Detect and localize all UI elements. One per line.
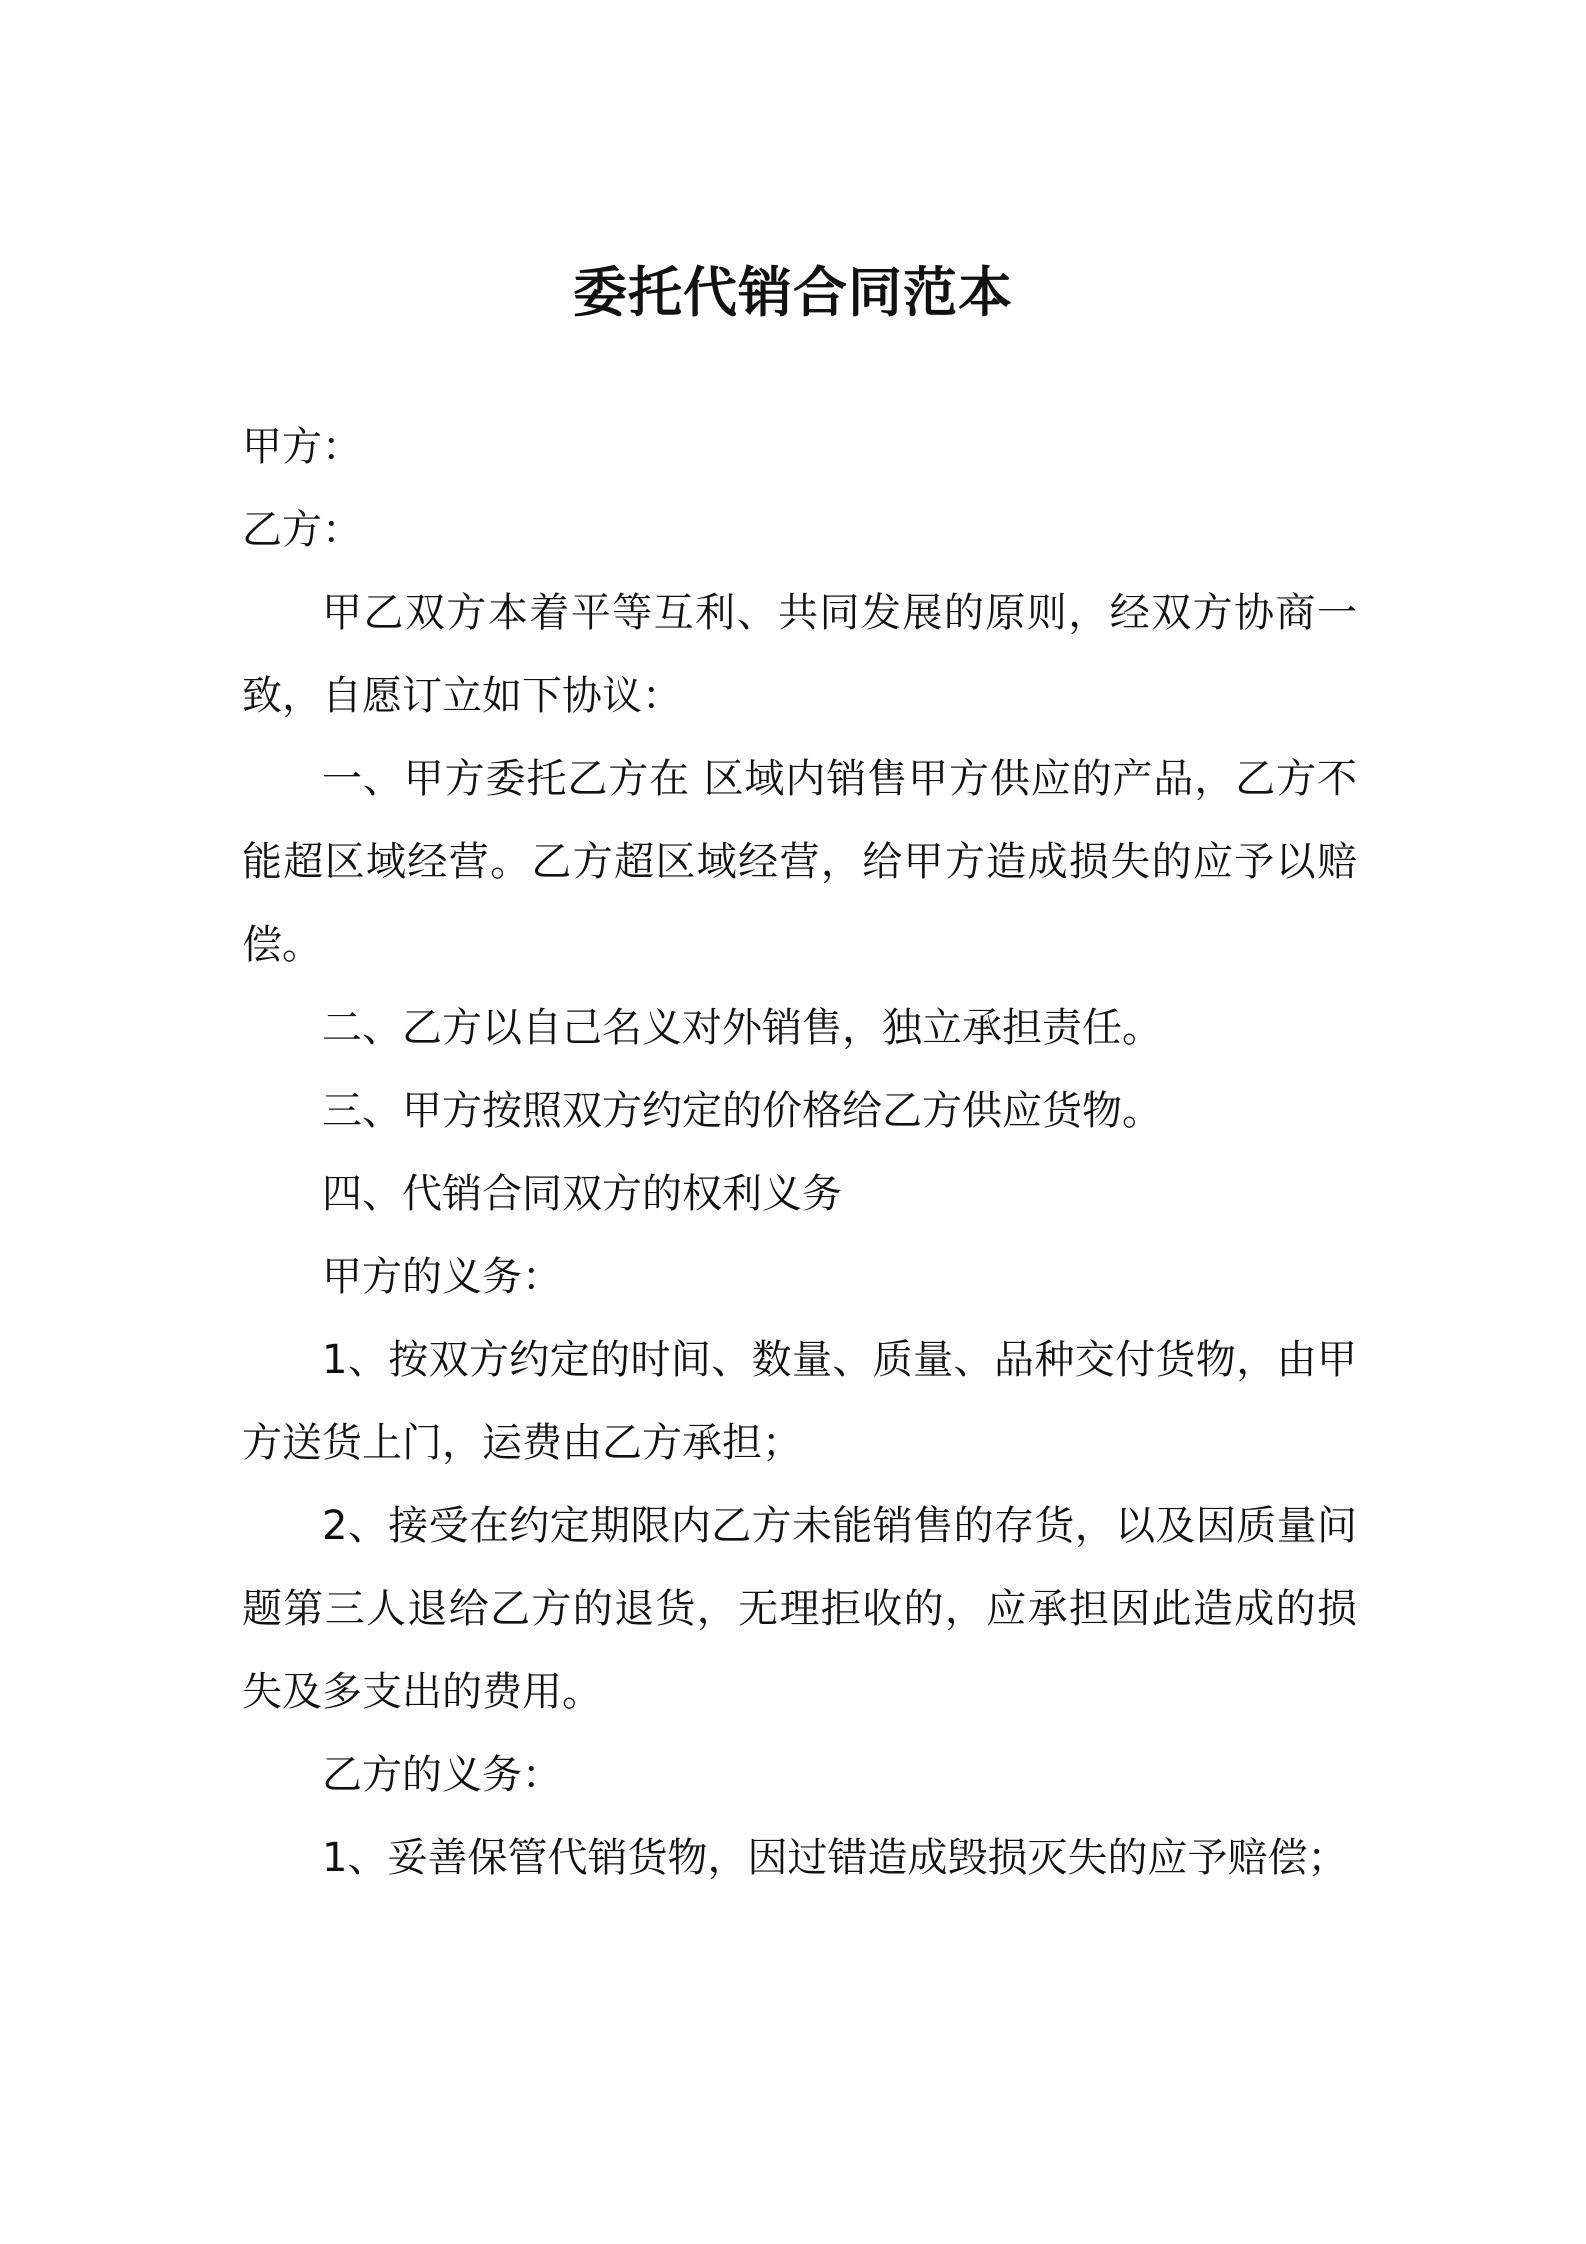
document-body [242, 406, 1357, 1900]
party-a-obligations-heading: 甲方的义务： [322, 1254, 562, 1300]
clause-3-paragraph: 三、甲方按照双方约定的价格给乙方供应货物。 [322, 1088, 1162, 1134]
clause-1-paragraph: 一、甲方委托乙方在 区域内销售甲方供应的产品，乙方不能超区域经营。乙方超区域经营，给甲方造成损失的应予以赔偿。 [242, 756, 1357, 968]
party-a-line: 甲方： [242, 424, 362, 470]
party-a-obligation-2: 2、接受在约定期限内乙方未能销售的存货，以及因质量问题第三人退给乙方的退货，无理拒收的，应承担因此造成的损失及多支出的费用。 [242, 1503, 1357, 1715]
clause-4-heading: 四、代销合同双方的权利义务 [322, 1171, 842, 1217]
party-b-line: 乙方： [242, 507, 362, 553]
party-b-obligations-heading: 乙方的义务： [322, 1752, 562, 1798]
clause-2-paragraph: 二、乙方以自己名义对外销售，独立承担责任。 [322, 1005, 1162, 1051]
preamble-paragraph: 甲乙双方本着平等互利、共同发展的原则，经双方协商一致，自愿订立如下协议： [242, 590, 1357, 719]
party-a-obligation-1: 1、按双方约定的时间、数量、质量、品种交付货物，由甲方送货上门，运费由乙方承担； [242, 1337, 1357, 1466]
party-b-obligation-1: 1、妥善保管代销货物，因过错造成毁损灭失的应予赔偿； [322, 1835, 1348, 1881]
document-title: 委托代销合同范本 [573, 261, 1013, 324]
